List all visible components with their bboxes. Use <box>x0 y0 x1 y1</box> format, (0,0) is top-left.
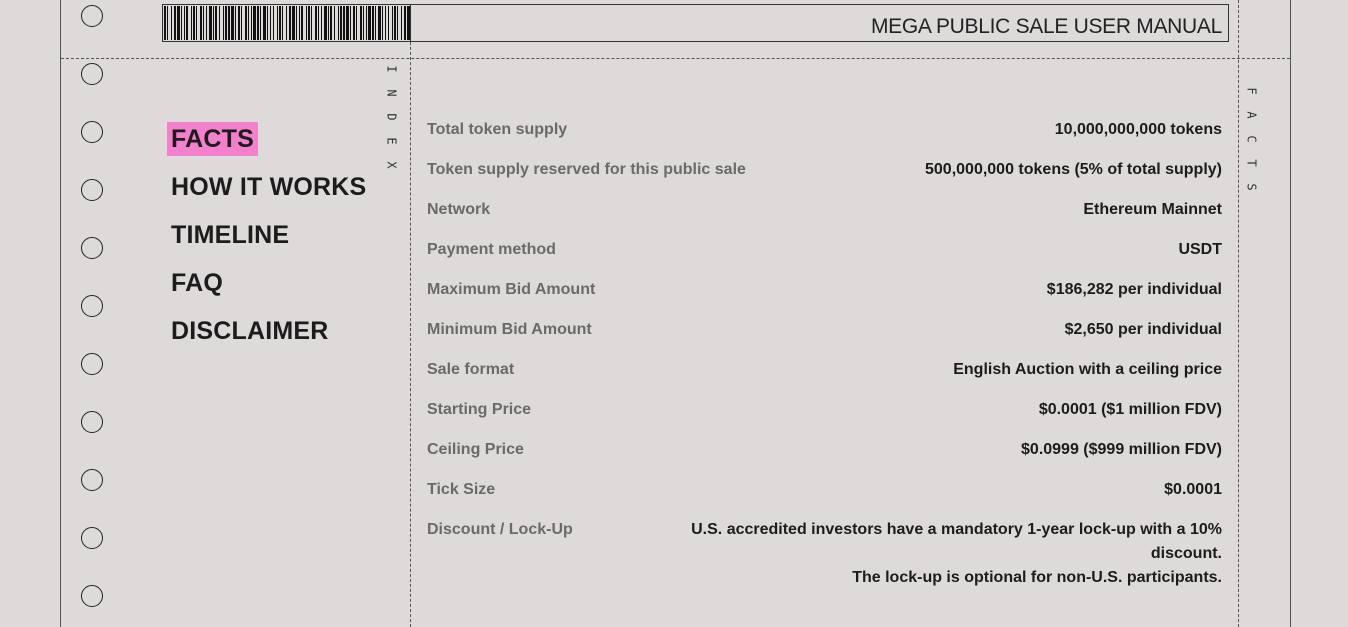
fact-row <box>427 271 1222 311</box>
fact-value: $186,282 per individual <box>1046 281 1222 298</box>
binder-hole <box>81 121 103 143</box>
binder-hole <box>81 63 103 85</box>
binder-hole <box>81 179 103 201</box>
fact-value: 10,000,000,000 tokens <box>1054 121 1222 138</box>
facts-letter: S <box>1244 183 1259 191</box>
nav-item-disclaimer[interactable]: DISCLAIMER <box>171 317 329 345</box>
fact-value: 500,000,000 tokens (5% of total supply) <box>925 161 1222 178</box>
nav-item-timeline[interactable]: TIMELINE <box>171 221 290 249</box>
fact-value: $0.0001 ($1 million FDV) <box>1038 401 1222 418</box>
frame-left-border <box>60 0 61 627</box>
index-letter: D <box>384 113 399 121</box>
facts-letter: F <box>1244 87 1259 95</box>
binder-hole <box>81 585 103 607</box>
fact-label: Token supply reserved for this public sale <box>427 161 746 178</box>
fact-value <box>691 508 1222 590</box>
facts-table <box>427 111 1222 590</box>
facts-letter: C <box>1244 135 1259 143</box>
fact-label: Network <box>427 201 491 218</box>
fact-row <box>427 151 1222 191</box>
nav-item-faq[interactable]: FAQ <box>171 269 223 297</box>
fact-value: USDT <box>1178 241 1222 258</box>
fact-value: $0.0999 ($999 million FDV) <box>1021 441 1222 458</box>
fact-value-line: U.S. accredited investors have a mandatory 1-year lock-up with a 10% <box>691 521 1222 538</box>
fact-label: Sale format <box>427 361 515 378</box>
fact-row <box>427 191 1222 231</box>
barcode-graphic <box>163 5 411 41</box>
facts-letter: A <box>1244 111 1259 119</box>
index-letter: N <box>384 89 399 97</box>
fact-row <box>427 351 1222 391</box>
fact-row <box>427 111 1222 151</box>
binder-hole <box>81 469 103 491</box>
facts-divider <box>1238 0 1239 627</box>
binder-hole <box>81 5 103 27</box>
frame-right-border <box>1290 0 1291 627</box>
fact-value: $0.0001 <box>1164 481 1222 498</box>
fact-label: Maximum Bid Amount <box>427 281 596 298</box>
index-letter: X <box>384 161 399 169</box>
manual-title: MEGA PUBLIC SALE USER MANUAL <box>870 15 1222 38</box>
index-vertical-label <box>384 60 399 174</box>
fact-label: Payment method <box>427 241 556 258</box>
header-divider <box>61 58 1290 59</box>
fact-value: $2,650 per individual <box>1064 321 1222 338</box>
fact-label: Ceiling Price <box>427 441 524 458</box>
binder-hole <box>81 353 103 375</box>
fact-value: Ethereum Mainnet <box>1083 201 1222 218</box>
fact-label: Discount / Lock-Up <box>427 521 573 538</box>
fact-value-line: The lock-up is optional for non-U.S. participants. <box>852 569 1222 586</box>
index-letter: E <box>384 137 399 145</box>
facts-vertical-label <box>1244 82 1259 196</box>
fact-row <box>427 431 1222 471</box>
binder-hole <box>81 527 103 549</box>
fact-row <box>427 511 1222 590</box>
fact-row <box>427 231 1222 271</box>
fact-row <box>427 391 1222 431</box>
fact-label: Starting Price <box>427 401 532 418</box>
fact-row <box>427 311 1222 351</box>
binder-hole <box>81 237 103 259</box>
nav-item-how-it-works[interactable]: HOW IT WORKS <box>171 173 367 201</box>
index-nav <box>167 122 370 362</box>
fact-value: English Auction with a ceiling price <box>953 361 1222 378</box>
index-divider <box>410 42 411 627</box>
binder-hole <box>81 411 103 433</box>
binder-hole <box>81 295 103 317</box>
fact-label: Total token supply <box>427 121 568 138</box>
fact-label: Minimum Bid Amount <box>427 321 592 338</box>
nav-item-facts[interactable]: FACTS <box>167 122 258 156</box>
fact-row <box>427 471 1222 511</box>
fact-label: Tick Size <box>427 481 496 498</box>
facts-letter: T <box>1244 159 1259 167</box>
fact-value-line: discount. <box>1150 545 1222 562</box>
index-letter: I <box>384 65 399 73</box>
